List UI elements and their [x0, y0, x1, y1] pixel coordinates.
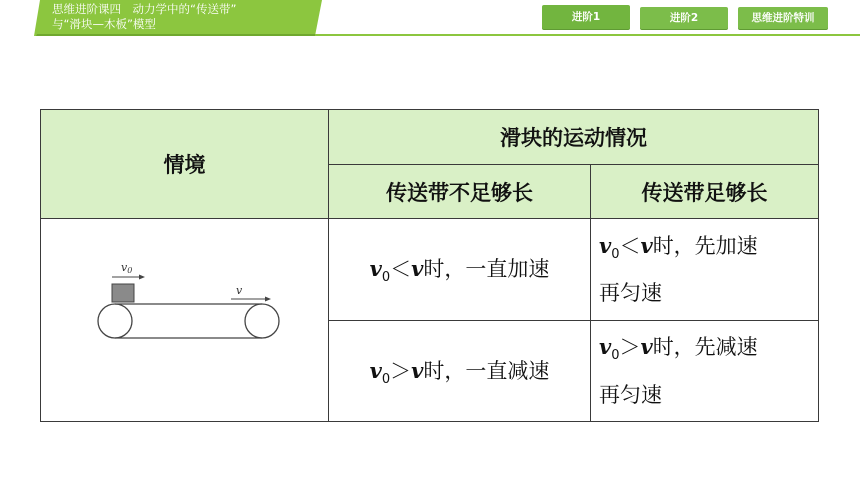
nav-button-special-training[interactable]: 思维进阶特训 [738, 7, 828, 29]
header-divider [315, 34, 860, 36]
right-pulley [245, 304, 279, 338]
row-2-short-text: $v_0>v$时，一直减速 [369, 357, 550, 388]
header-cell-motion [328, 109, 819, 165]
nav-button-level-1[interactable]: 进阶1 [542, 5, 630, 29]
comparison-table [40, 109, 819, 422]
row-1-long-cell [590, 218, 819, 321]
belt-velocity-label: v [236, 284, 243, 297]
scenario-diagram-cell [40, 218, 329, 422]
row-2-long-line-1: $v_0>v$时，先减速 [599, 334, 758, 364]
row-1-short-text: $v_0<v$时，一直加速 [369, 256, 550, 286]
belt-velocity-arrowhead [265, 297, 271, 302]
header-belt-long-label: 传送带足够长 [641, 180, 768, 205]
slider-block [112, 284, 134, 302]
block-velocity-arrowhead [139, 275, 145, 280]
row-1-long-line-2: 再匀速 [599, 281, 662, 306]
row-2-short-cell [328, 320, 591, 422]
page-title [52, 2, 312, 32]
header-motion-label: 滑块的运动情况 [500, 126, 647, 150]
row-1-long-text [599, 227, 758, 312]
header-cell-belt-long [590, 164, 819, 219]
header-scenario-label: 情境 [163, 153, 206, 177]
header-belt-short-label: 传送带不足够长 [386, 180, 533, 205]
row-1-long-line-1: $v_0<v$时，先加速 [599, 232, 758, 263]
row-2-long-text [599, 328, 758, 413]
row-2-long-cell [590, 320, 819, 422]
nav-button-level-2[interactable]: 进阶2 [640, 7, 728, 29]
row-1-short-cell [328, 218, 591, 321]
page-title-line-1: 思维进阶课四 动力学中的“传送带” [52, 2, 237, 16]
page-title-line-2: 与“滑块—木板”模型 [52, 17, 156, 31]
left-pulley [98, 304, 132, 338]
header-cell-scenario [40, 109, 329, 219]
row-2-long-line-2: 再匀速 [599, 382, 662, 407]
block-velocity-label: v0 [121, 261, 133, 275]
header-cell-belt-short [328, 164, 591, 219]
title-banner [0, 0, 330, 36]
conveyor-belt-diagram [41, 219, 330, 423]
